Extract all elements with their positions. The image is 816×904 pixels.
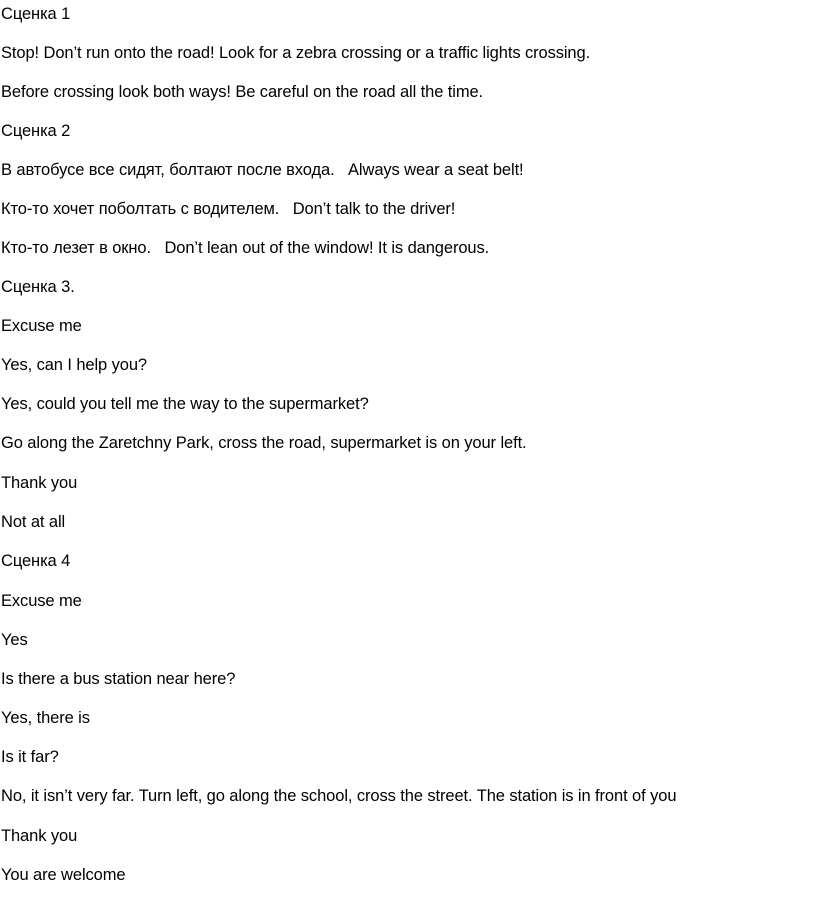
dialogue-line: Is it far? [1, 748, 59, 766]
dialogue-line: Thank you [1, 474, 78, 492]
text-line: Кто-то лезет в окно. Don’t lean out of the window! It is dangerous. [1, 239, 490, 257]
text-line: Stop! Don’t run onto the road! Look for a zebra crossing or a traffic lights crossing. [1, 44, 591, 62]
dialogue-line: Excuse me [1, 592, 82, 610]
scene-heading-1: Сценка 1 [1, 5, 71, 23]
dialogue-line: No, it isn’t very far. Turn left, go along the school, cross the street. The station is in front of you [1, 787, 677, 805]
dialogue-line: Is there a bus station near here? [1, 670, 236, 688]
dialogue-line: You are welcome [1, 866, 126, 884]
dialogue-line: Yes [1, 631, 28, 649]
scene-heading-4: Сценка 4 [1, 552, 71, 570]
dialogue-line: Yes, could you tell me the way to the supermarket? [1, 395, 369, 413]
text-line: Кто-то хочет поболтать с водителем. Don’t talk to the driver! [1, 200, 456, 218]
scene-heading-2: Сценка 2 [1, 122, 71, 140]
dialogue-line: Yes, can I help you? [1, 356, 148, 374]
scene-heading-3: Сценка 3. [1, 278, 75, 296]
dialogue-line: Excuse me [1, 317, 82, 335]
text-line: В автобусе все сидят, болтают после входа. Always wear a seat belt! [1, 161, 524, 179]
text-line: Before crossing look both ways! Be careful on the road all the time. [1, 83, 484, 101]
dialogue-line: Thank you [1, 827, 78, 845]
dialogue-line: Yes, there is [1, 709, 90, 727]
dialogue-line: Go along the Zaretchny Park, cross the road, supermarket is on your left. [1, 434, 527, 452]
dialogue-line: Not at all [1, 513, 66, 531]
